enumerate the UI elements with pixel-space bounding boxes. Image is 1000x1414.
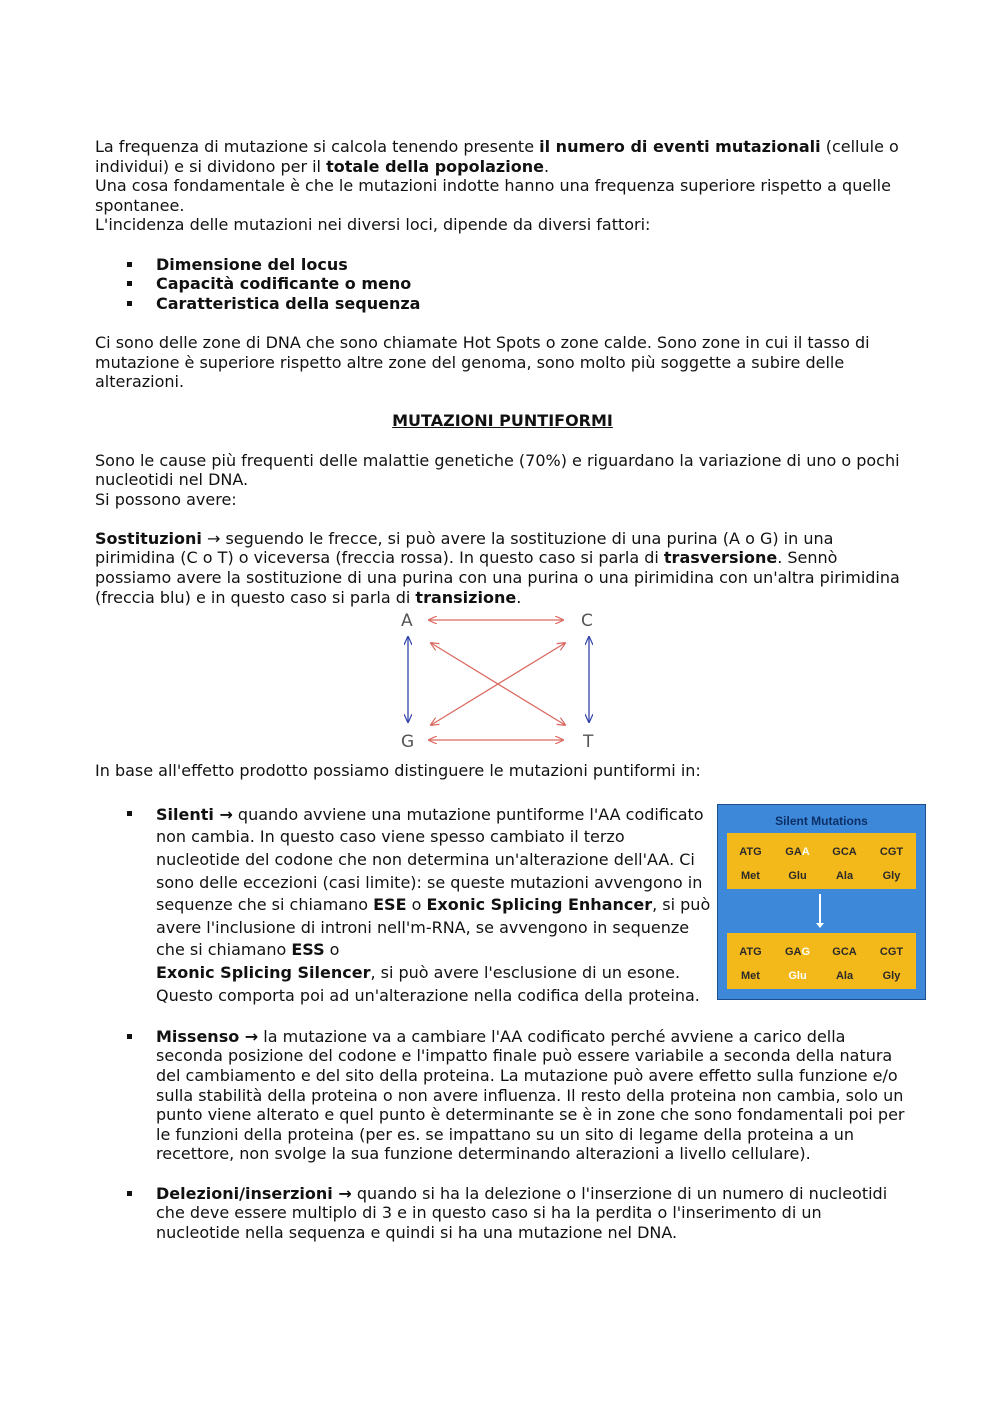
spacer xyxy=(95,1007,910,1027)
amino-acid: Gly xyxy=(882,869,901,882)
list-item-missenso: Missenso → la mutazione va a cambiare l'AA codificato perché avviene a carico della seconda posizione del codone e l'impatto finale può essere variabile a seconda della natura del cambiamento e del sito della proteina. La mutazione può avere effetto sulla funzione e/o sulla stabilità della proteina o non avere influenza. Il resto della proteina non cambia, solo un punto viene alterato e quel punto è determinante se è in zone che sono fondamentali poi per le funzioni della proteina (per es. se impattano su un sito di legame della proteina a un recettore, non svolge la sua funzione determinando alterazioni a livello cellulare). xyxy=(95,1027,910,1164)
amino-acid: Ala xyxy=(835,969,854,982)
list-item: Capacità codificante o meno xyxy=(95,274,910,294)
codon: GCA xyxy=(832,945,857,958)
label-g: G xyxy=(401,732,415,753)
silent-mutations-figure xyxy=(717,804,926,1000)
list-item-silent xyxy=(95,804,910,1007)
list-item: Caratteristica della sequenza xyxy=(95,294,910,314)
codon: GAG xyxy=(784,945,811,958)
label-c: C xyxy=(581,611,593,632)
sostituzioni-paragraph: Sostituzioni → seguendo le frecce, si può avere la sostituzione di una purina (A o G) in una pirimidina (C o T) o viceversa (freccia rossa). In questo caso si parla di trasversione. Sennò possiamo avere la sostituzione di una purina con una purina o una pirimidina con un'altra pirimidina (freccia blu) e in questo caso si parla di transizione. xyxy=(95,528,900,607)
factors-list xyxy=(95,255,910,314)
codon: GAA xyxy=(785,845,810,858)
transition-transversion-diagram xyxy=(95,607,910,761)
amino-acid: Ala xyxy=(835,869,854,882)
possono-avere: Si possono avere: xyxy=(95,489,237,509)
list-item: Dimensione del locus xyxy=(95,255,910,275)
codon-row-original xyxy=(727,833,916,889)
codon: GCA xyxy=(832,845,857,858)
amino-acid: Met xyxy=(741,969,760,982)
down-arrow-icon xyxy=(819,894,821,924)
effects-list xyxy=(95,804,910,1242)
intro-paragraph-2: Una cosa fondamentale è che le mutazioni indotte hanno una frequenza superiore rispetto a quelle spontanee. xyxy=(95,176,891,215)
puntiformi-paragraph: Sono le cause più frequenti delle malattie genetiche (70%) e riguardano la variazione di uno o pochi nucleotidi nel DNA. xyxy=(95,450,900,490)
amino-acid: Glu xyxy=(788,969,807,982)
document-page xyxy=(95,137,910,1242)
intro-paragraph-1: La frequenza di mutazione si calcola tenendo presente il numero di eventi mutazionali (cellule o individui) e si dividono per il totale della popolazione. xyxy=(95,137,899,176)
spacer xyxy=(95,1164,910,1184)
amino-acid: Met xyxy=(741,869,760,882)
label-t: T xyxy=(583,732,594,753)
codon: ATG xyxy=(739,945,762,958)
hotspots-paragraph: Ci sono delle zone di DNA che sono chiamate Hot Spots o zone calde. Sono zone in cui il tasso di mutazione è superiore rispetto altre zone del genoma, sono molto più soggette a subire delle alterazioni. xyxy=(95,332,870,392)
label-a: A xyxy=(401,611,413,632)
figure-title: Silent Mutations xyxy=(775,813,868,828)
codon: CGT xyxy=(879,945,904,958)
amino-acid: Glu xyxy=(788,869,807,882)
intro-paragraph-3: L'incidenza delle mutazioni nei diversi loci, dipende da diversi fattori: xyxy=(95,215,651,235)
silent-text: Silenti → quando avviene una mutazione puntiforme l'AA codificato non cambia. In questo caso viene spesso cambiato il terzo nucleotide del codone che non determina un'alterazione dell'AA. Ci sono delle eccezioni (casi limite): se queste mutazioni avvengono in sequenze che si chiamano ESE o Exonic Splicing Enhancer, si può avere l'inclusione di introni nell'm-RNA, se avvengono in sequenze che si chiamano ESS o Exonic Splicing Silencer, si può avere l'esclusione di un esone. Questo comporta poi ad un'alterazione nella codifica della proteina. xyxy=(156,804,711,1005)
codon-row-mutated xyxy=(727,933,916,989)
codon: ATG xyxy=(739,845,762,858)
codon: CGT xyxy=(879,845,904,858)
amino-acid: Gly xyxy=(882,969,901,982)
effects-intro: In base all'effetto prodotto possiamo distinguere le mutazioni puntiformi in: xyxy=(95,761,701,781)
list-item-delezioni: Delezioni/inserzioni → quando si ha la delezione o l'inserzione di un numero di nucleotidi che deve essere multiplo di 3 e in questo caso si ha la perdita o l'inserimento di un nucleotide nella sequenza e quindi si ha una mutazione nel DNA. xyxy=(95,1184,910,1243)
section-title: MUTAZIONI PUNTIFORMI xyxy=(392,411,613,431)
